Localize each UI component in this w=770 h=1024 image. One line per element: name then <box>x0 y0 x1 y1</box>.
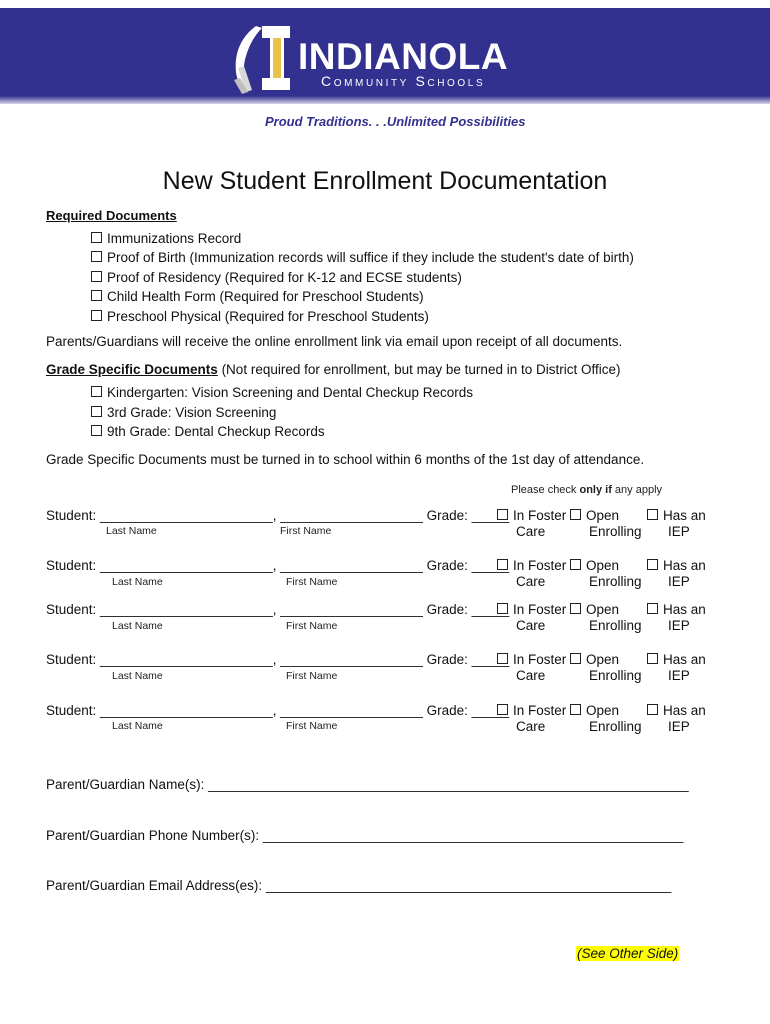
option-label: Open <box>586 508 620 523</box>
checkbox[interactable] <box>497 603 508 614</box>
foster-care-option-line2: Care <box>516 574 546 589</box>
student-line[interactable]: Student: _______________________, ___________________ Grade: _____ <box>46 703 510 718</box>
foster-care-option-line2: Care <box>516 719 546 734</box>
grade-item <box>91 385 473 400</box>
iep-option[interactable] <box>647 703 706 719</box>
open-enrolling-option[interactable] <box>570 703 619 719</box>
first-name-label: First Name <box>286 620 338 632</box>
iep-option-line2: IEP <box>668 719 690 734</box>
required-item <box>91 250 634 265</box>
parent-phone-field[interactable]: Parent/Guardian Phone Number(s): ________________________________________________________ <box>46 828 684 843</box>
checkbox[interactable] <box>497 559 508 570</box>
student-line[interactable]: Student: _______________________, ___________________ Grade: _____ <box>46 652 510 667</box>
checkbox[interactable] <box>91 290 102 301</box>
checkbox[interactable] <box>497 653 508 664</box>
first-name-label: First Name <box>286 670 338 682</box>
option-label: Open <box>586 652 620 667</box>
iep-option[interactable] <box>647 652 706 668</box>
first-name-label: First Name <box>286 720 338 732</box>
option-label: In Foster <box>513 602 567 617</box>
checkbox[interactable] <box>647 704 658 715</box>
checkbox[interactable] <box>91 386 102 397</box>
instruction-bold: only if <box>579 484 612 496</box>
foster-care-option[interactable] <box>497 703 566 719</box>
grade-specific-heading: Grade Specific Documents <box>46 362 218 377</box>
required-item-label: Child Health Form (Required for Preschool Students) <box>107 289 424 304</box>
grade-specific-heading-line <box>46 362 620 377</box>
iep-option-line2: IEP <box>668 524 690 539</box>
checkbox[interactable] <box>91 406 102 417</box>
option-label: Has an <box>663 508 706 523</box>
see-other-side-note: (See Other Side) <box>577 946 679 961</box>
last-name-label: Last Name <box>112 720 163 732</box>
foster-care-option-line2: Care <box>516 618 546 633</box>
option-label: Has an <box>663 602 706 617</box>
required-note: Parents/Guardians will receive the online enrollment link via email upon receipt of all documents. <box>46 334 623 349</box>
logo-name: INDIANOLA <box>298 36 509 77</box>
required-item-label: Proof of Residency (Required for K-12 and ECSE students) <box>107 270 462 285</box>
indianola-logo-icon <box>232 22 300 94</box>
checkbox[interactable] <box>497 509 508 520</box>
checkbox[interactable] <box>647 509 658 520</box>
grade-item <box>91 424 325 439</box>
checkbox[interactable] <box>91 251 102 262</box>
student-line[interactable]: Student: _______________________, ___________________ Grade: _____ <box>46 602 510 617</box>
foster-care-option-line2: Care <box>516 668 546 683</box>
tagline: Proud Traditions. . .Unlimited Possibilities <box>265 114 526 129</box>
foster-care-option[interactable] <box>497 602 566 618</box>
grade-item-label: 3rd Grade: Vision Screening <box>107 405 277 420</box>
checkbox[interactable] <box>91 271 102 282</box>
header-banner-fade <box>0 96 770 104</box>
iep-option[interactable] <box>647 602 706 618</box>
open-enrolling-option-line2: Enrolling <box>589 618 642 633</box>
first-name-label: First Name <box>286 576 338 588</box>
checkbox[interactable] <box>570 653 581 664</box>
grade-specific-heading-note: (Not required for enrollment, but may be turned in to District Office) <box>217 362 621 377</box>
check-instruction <box>511 484 662 496</box>
option-label: In Foster <box>513 652 567 667</box>
option-label: In Foster <box>513 703 567 718</box>
grade-item-label: Kindergarten: Vision Screening and Dental Checkup Records <box>107 385 473 400</box>
checkbox[interactable] <box>497 704 508 715</box>
open-enrolling-option-line2: Enrolling <box>589 574 642 589</box>
open-enrolling-option[interactable] <box>570 508 619 524</box>
checkbox[interactable] <box>570 704 581 715</box>
last-name-label: Last Name <box>106 525 157 537</box>
required-documents-heading: Required Documents <box>46 208 177 223</box>
grade-item-label: 9th Grade: Dental Checkup Records <box>107 424 325 439</box>
checkbox[interactable] <box>570 559 581 570</box>
open-enrolling-option-line2: Enrolling <box>589 719 642 734</box>
option-label: In Foster <box>513 558 567 573</box>
foster-care-option[interactable] <box>497 508 566 524</box>
required-item-label: Immunizations Record <box>107 231 242 246</box>
checkbox[interactable] <box>570 509 581 520</box>
option-label: Has an <box>663 558 706 573</box>
required-item-label: Proof of Birth (Immunization records will suffice if they include the student's date of birth) <box>107 250 634 265</box>
checkbox[interactable] <box>91 310 102 321</box>
first-name-label: First Name <box>280 525 332 537</box>
checkbox[interactable] <box>91 232 102 243</box>
open-enrolling-option[interactable] <box>570 652 619 668</box>
last-name-label: Last Name <box>112 670 163 682</box>
last-name-label: Last Name <box>112 576 163 588</box>
iep-option[interactable] <box>647 508 706 524</box>
checkbox[interactable] <box>647 603 658 614</box>
open-enrolling-option-line2: Enrolling <box>589 524 642 539</box>
instruction-pre: Please check <box>511 484 580 496</box>
student-line[interactable]: Student: _______________________, ___________________ Grade: _____ <box>46 558 510 573</box>
open-enrolling-option[interactable] <box>570 602 619 618</box>
option-label: Has an <box>663 703 706 718</box>
instruction-post: any apply <box>611 484 663 496</box>
logo-subtitle: Community Schools <box>321 73 486 89</box>
option-label: Open <box>586 602 620 617</box>
last-name-label: Last Name <box>112 620 163 632</box>
grade-specific-note: Grade Specific Documents must be turned in to school within 6 months of the 1st day of attendance. <box>46 452 645 467</box>
required-item-label: Preschool Physical (Required for Preschool Students) <box>107 309 429 324</box>
page-title: New Student Enrollment Documentation <box>162 167 608 195</box>
parent-name-field[interactable]: Parent/Guardian Name(s): ________________________________________________________________ <box>46 777 689 792</box>
option-label: Has an <box>663 652 706 667</box>
iep-option-line2: IEP <box>668 668 690 683</box>
open-enrolling-option[interactable] <box>570 558 619 574</box>
open-enrolling-option-line2: Enrolling <box>589 668 642 683</box>
checkbox[interactable] <box>647 653 658 664</box>
foster-care-option-line2: Care <box>516 524 546 539</box>
foster-care-option[interactable] <box>497 652 566 668</box>
required-item <box>91 309 429 324</box>
student-line[interactable]: Student: _______________________, ___________________ Grade: _____ <box>46 508 510 523</box>
iep-option-line2: IEP <box>668 618 690 633</box>
grade-item <box>91 405 276 420</box>
option-label: Open <box>586 558 620 573</box>
parent-email-field[interactable]: Parent/Guardian Email Address(es): ______________________________________________________ <box>46 878 672 893</box>
required-item <box>91 289 424 304</box>
foster-care-option[interactable] <box>497 558 566 574</box>
required-item <box>91 231 241 246</box>
required-item <box>91 270 462 285</box>
checkbox[interactable] <box>91 425 102 436</box>
iep-option[interactable] <box>647 558 706 574</box>
checkbox[interactable] <box>570 603 581 614</box>
iep-option-line2: IEP <box>668 574 690 589</box>
checkbox[interactable] <box>647 559 658 570</box>
option-label: Open <box>586 703 620 718</box>
option-label: In Foster <box>513 508 567 523</box>
